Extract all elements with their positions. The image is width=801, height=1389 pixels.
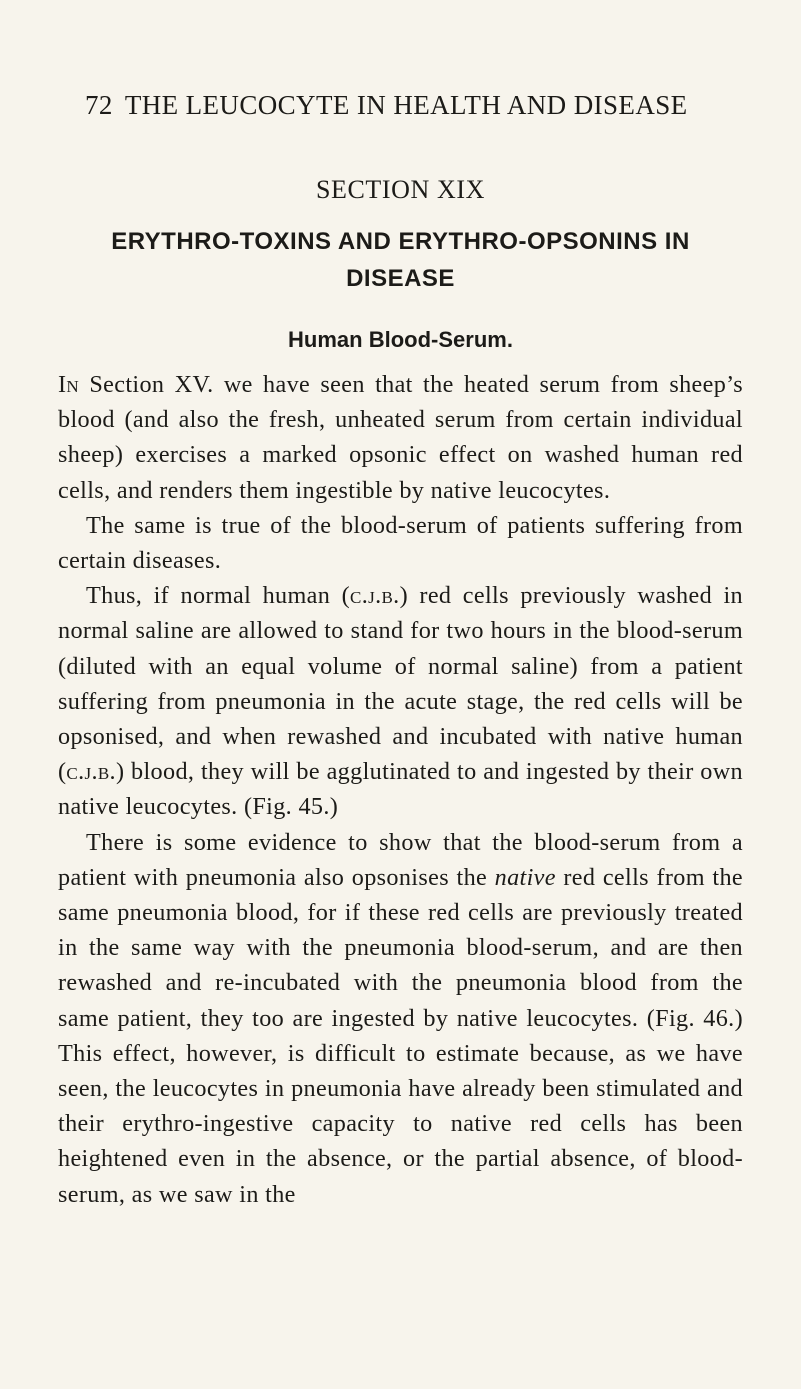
paragraph-3 (58, 578, 743, 824)
paragraph-1-text: Section XV. we have seen that the heated serum from sheep’s blood (and also the fresh, unheated serum from certain individual sheep) exercises a marked opsonic effect on washed human red cells, and renders them ingestible by native leucocytes. (58, 371, 743, 504)
paragraph-4 (58, 825, 743, 1212)
paragraph-4-text-a: There is some evidence to show that the blood-serum from a patient with pneumonia also opsonises the (58, 828, 743, 891)
initials-small-caps-2: c.j.b. (66, 758, 116, 786)
paragraph-2 (58, 508, 743, 578)
section-title-line-2: DISEASE (346, 265, 455, 292)
lead-in-small-caps: In (58, 371, 80, 398)
running-header (85, 90, 743, 121)
page-number: 72 (85, 90, 113, 120)
running-title: THE LEUCOCYTE IN HEALTH AND DISEASE (124, 90, 688, 120)
emphasis-native: native (494, 863, 556, 891)
paragraph-3-text-c: ) blood, they will be agglutinated to and ingested by their own native leucocytes. (Fig. 45.) (58, 758, 743, 821)
paragraph-3-text-a: Thus, if normal human ( (86, 582, 351, 610)
paragraph-3-text-b: ) red cells previously washed in normal saline are allowed to stand for two hours in the blood-serum (diluted with an equal volume of normal saline) from a patient suffering from pneumonia in the acute stage, the red cells will be opsonised, and when rewashed and incubated with native human ( (58, 582, 743, 786)
section-number: SECTION XIX (315, 175, 486, 204)
section-title (58, 223, 743, 297)
initials-small-caps-1: c.j.b. (350, 582, 400, 610)
paragraph-4-text-b: red cells from the same pneumonia blood, for if these red cells are previously treated in the same way with the pneumonia blood-serum, and are then rewashed and re-incubated with the pneumonia blood from the same patient, they too are ingested by native leucocytes. (Fig. 46.) This effect, however, is difficult to estimate because, as we have seen, the leucocytes in pneumonia have already been stimulated and their erythro-ingestive capacity to native red cells has been heightened even in the absence, or the partial absence, of blood-serum, as we saw in the (58, 863, 743, 1208)
subheading: Human Blood-Serum. (288, 327, 513, 352)
paragraph-1 (58, 367, 743, 508)
body-text (58, 367, 743, 1212)
paragraph-2-text: The same is true of the blood-serum of patients suffering from certain diseases. (58, 511, 743, 575)
section-title-line-1: ERYTHRO-TOXINS AND ERYTHRO-OPSONINS IN (111, 228, 690, 255)
